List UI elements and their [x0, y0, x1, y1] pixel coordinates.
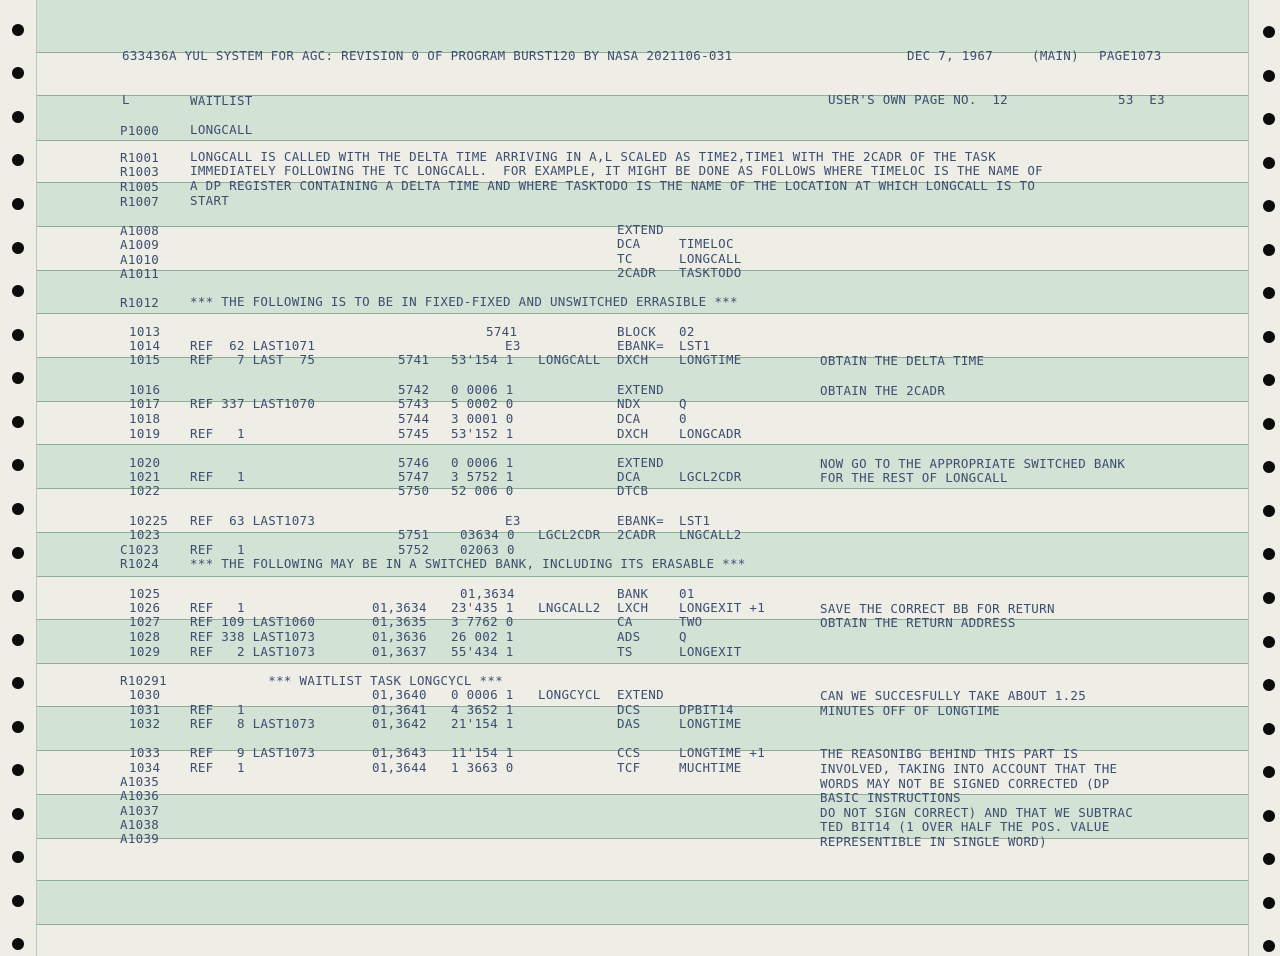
subheader-code-right: 53 E3	[1118, 92, 1165, 107]
address: 01,3641	[372, 702, 427, 717]
opcode: EXTEND	[617, 222, 664, 237]
word: 3 7762 0	[451, 614, 514, 629]
comment: MINUTES OFF OF LONGTIME	[820, 703, 1000, 718]
line-number: R1001	[120, 150, 160, 165]
line-number: 1021	[129, 469, 161, 484]
sprocket-hole	[1263, 113, 1275, 125]
sprocket-hole	[1263, 679, 1275, 691]
word: 1 3663 0	[451, 760, 514, 775]
comment: TED BIT14 (1 OVER HALF THE POS. VALUE	[820, 819, 1110, 834]
ref-text: REF 9 LAST1073	[190, 745, 316, 760]
word: 3 5752 1	[451, 469, 514, 484]
ruled-line	[36, 924, 1248, 925]
sprocket-hole	[1263, 244, 1275, 256]
opcode: EBANK=	[617, 338, 664, 353]
address: 5745	[398, 426, 430, 441]
ref-text: REF 337 LAST1070	[190, 396, 316, 411]
operand: TASKTODO	[679, 265, 742, 280]
line-number: 1034	[129, 760, 161, 775]
line-number: A1038	[120, 817, 160, 832]
operand: MUCHTIME	[679, 760, 742, 775]
word: E3	[505, 338, 521, 353]
sprocket-hole	[1263, 461, 1275, 473]
opcode: NDX	[617, 396, 641, 411]
opcode: EBANK=	[617, 513, 664, 528]
line-number: 1030	[129, 687, 161, 702]
opcode: 2CADR	[617, 265, 657, 280]
sprocket-hole	[1263, 940, 1275, 952]
operand: LONGEXIT +1	[679, 600, 766, 615]
address: 5747	[398, 469, 430, 484]
line-number: 1014	[129, 338, 161, 353]
address: 5742	[398, 382, 430, 397]
comment: DO NOT SIGN CORRECT) AND THAT WE SUBTRAC	[820, 805, 1134, 820]
operand: TIMELOC	[679, 236, 734, 251]
line-number: 1016	[129, 382, 161, 397]
line-number: A1010	[120, 252, 160, 267]
word: 0 0006 1	[451, 382, 514, 397]
opcode: BANK	[617, 586, 649, 601]
sprocket-hole	[12, 285, 24, 297]
sprocket-hole	[12, 24, 24, 36]
address: 01,3640	[372, 687, 427, 702]
label: LNGCALL2	[538, 600, 601, 615]
word: 55'434 1	[451, 644, 514, 659]
ruled-line	[36, 794, 1248, 795]
operand: Q	[679, 396, 687, 411]
sprocket-hole	[12, 198, 24, 210]
ruled-line	[36, 838, 1248, 839]
sprocket-hole	[12, 459, 24, 471]
line-number: 1019	[129, 426, 161, 441]
line-number: 1028	[129, 629, 161, 644]
word: 5741	[486, 324, 518, 339]
opcode: 2CADR	[617, 527, 657, 542]
sprocket-hole	[12, 111, 24, 123]
comment: THE REASONIBG BEHIND THIS PART IS	[820, 746, 1079, 761]
word: 01,3634	[460, 586, 515, 601]
line-number: 1023	[129, 527, 161, 542]
sprocket-hole	[1263, 810, 1275, 822]
word: 03634 0	[460, 527, 515, 542]
comment: INVOLVED, TAKING INTO ACCOUNT THAT THE	[820, 761, 1118, 776]
comment: WORDS MAY NOT BE SIGNED CORRECTED (DP	[820, 776, 1110, 791]
line-number: R1012	[120, 295, 160, 310]
opcode: EXTEND	[617, 382, 664, 397]
line-number: 1017	[129, 396, 161, 411]
sprocket-hole	[1263, 70, 1275, 82]
header-date: DEC 7, 1967	[907, 48, 994, 63]
header-section: (MAIN)	[1032, 48, 1079, 63]
operand: LONGCADR	[679, 426, 742, 441]
comment: FOR THE REST OF LONGCALL	[820, 470, 1008, 485]
word: 11'154 1	[451, 745, 514, 760]
subheader-user-page: USER'S OWN PAGE NO. 12	[828, 92, 1008, 107]
ref-text: REF 1	[190, 760, 245, 775]
opcode: DXCH	[617, 352, 649, 367]
address: 5743	[398, 396, 430, 411]
comment: OBTAIN THE DELTA TIME	[820, 353, 985, 368]
comment: CAN WE SUCCESFULLY TAKE ABOUT 1.25	[820, 688, 1087, 703]
sprocket-hole	[1263, 157, 1275, 169]
sprocket-hole	[12, 938, 24, 950]
comment: OBTAIN THE 2CADR	[820, 383, 946, 398]
ruled-line	[36, 576, 1248, 577]
ref-text: REF 2 LAST1073	[190, 644, 316, 659]
header-page: PAGE1073	[1099, 48, 1162, 63]
word: 53'152 1	[451, 426, 514, 441]
opcode: TS	[617, 644, 633, 659]
subheader-name: WAITLIST	[190, 93, 253, 108]
opcode: CCS	[617, 745, 641, 760]
line-number: 1031	[129, 702, 161, 717]
comment: REPRESENTIBLE IN SINGLE WORD)	[820, 834, 1047, 849]
operand: Q	[679, 629, 687, 644]
line-number: 1027	[129, 614, 161, 629]
opcode: DCS	[617, 702, 641, 717]
address: 5744	[398, 411, 430, 426]
sprocket-hole	[12, 329, 24, 341]
ref-text: REF 1	[190, 600, 245, 615]
sprocket-hole	[12, 721, 24, 733]
opcode: LXCH	[617, 600, 649, 615]
sprocket-hole	[12, 895, 24, 907]
sprocket-hole	[1263, 505, 1275, 517]
line-number: A1039	[120, 831, 160, 846]
line-number: A1011	[120, 266, 160, 281]
operand: LONGTIME +1	[679, 745, 766, 760]
line-number: 1026	[129, 600, 161, 615]
line-number: 1032	[129, 716, 161, 731]
opcode: EXTEND	[617, 455, 664, 470]
ruled-line	[36, 444, 1248, 445]
line-number: 1033	[129, 745, 161, 760]
operand: 01	[679, 586, 695, 601]
line-number: R1024	[120, 556, 160, 571]
ruled-line	[36, 140, 1248, 141]
sprocket-hole	[1263, 723, 1275, 735]
ref-text: REF 338 LAST1073	[190, 629, 316, 644]
comment: NOW GO TO THE APPROPRIATE SWITCHED BANK	[820, 456, 1126, 471]
line-number: A1036	[120, 788, 160, 803]
line-number: R1007	[120, 194, 160, 209]
opcode: TCF	[617, 760, 641, 775]
line-number: A1037	[120, 803, 160, 818]
sprocket-hole	[12, 416, 24, 428]
ref-text: *** THE FOLLOWING IS TO BE IN FIXED-FIXED AND UNSWITCHED ERRASIBLE ***	[190, 294, 738, 309]
line-number: 1029	[129, 644, 161, 659]
sprocket-hole	[1263, 287, 1275, 299]
opcode: DXCH	[617, 426, 649, 441]
operand: LONGTIME	[679, 352, 742, 367]
operand: LGCL2CDR	[679, 469, 742, 484]
margin-line	[36, 0, 37, 956]
word: 21'154 1	[451, 716, 514, 731]
opcode: DCA	[617, 236, 641, 251]
word: 5 0002 0	[451, 396, 514, 411]
line-number: 1015	[129, 352, 161, 367]
sprocket-hole	[12, 590, 24, 602]
ruled-line	[36, 313, 1248, 314]
address: 5752	[398, 542, 430, 557]
sprocket-hole	[12, 547, 24, 559]
line-number: C1023	[120, 542, 160, 557]
operand: DPBIT14	[679, 702, 734, 717]
sprocket-hole	[12, 851, 24, 863]
word: 4 3652 1	[451, 702, 514, 717]
sprocket-hole	[12, 808, 24, 820]
sprocket-hole	[12, 67, 24, 79]
line-number: A1008	[120, 223, 160, 238]
word: 23'435 1	[451, 600, 514, 615]
ref-text: REF 1	[190, 542, 245, 557]
ref-text: REF 7 LAST 75	[190, 352, 316, 367]
address: 01,3636	[372, 629, 427, 644]
line-number: 10225	[129, 513, 169, 528]
subheader-code: L	[122, 92, 130, 107]
header-title: 633436A YUL SYSTEM FOR AGC: REVISION 0 OF PROGRAM BURST120 BY NASA 2021106-031	[122, 48, 733, 63]
ruled-line	[36, 880, 1248, 881]
operand: LST1	[679, 338, 711, 353]
sprocket-hole	[12, 764, 24, 776]
ref-text: REF 63 LAST1073	[190, 513, 316, 528]
address: 5741	[398, 352, 430, 367]
word: 26 002 1	[451, 629, 514, 644]
operand: LONGCALL	[679, 251, 742, 266]
sprocket-hole	[1263, 200, 1275, 212]
sprocket-hole	[12, 242, 24, 254]
sprocket-hole	[12, 677, 24, 689]
ref-text: REF 1	[190, 469, 245, 484]
line-number: P1000	[120, 123, 160, 138]
sprocket-hole	[1263, 592, 1275, 604]
opcode: DAS	[617, 716, 641, 731]
address: 5751	[398, 527, 430, 542]
ref-text: LONGCALL IS CALLED WITH THE DELTA TIME ARRIVING IN A,L SCALED AS TIME2,TIME1 WITH THE 2CADR OF THE TASK	[190, 149, 997, 164]
opcode: DCA	[617, 469, 641, 484]
address: 01,3634	[372, 600, 427, 615]
ref-text: REF 109 LAST1060	[190, 614, 316, 629]
operand: LNGCALL2	[679, 527, 742, 542]
word: 52 006 0	[451, 483, 514, 498]
address: 5750	[398, 483, 430, 498]
operand: LST1	[679, 513, 711, 528]
comment: OBTAIN THE RETURN ADDRESS	[820, 615, 1016, 630]
address: 01,3642	[372, 716, 427, 731]
sprocket-hole	[1263, 548, 1275, 560]
line-number: 1020	[129, 455, 161, 470]
ref-text: REF 1	[190, 426, 245, 441]
opcode: EXTEND	[617, 687, 664, 702]
word: 3 0001 0	[451, 411, 514, 426]
ref-text: REF 8 LAST1073	[190, 716, 316, 731]
word: 0 0006 1	[451, 687, 514, 702]
ref-text: LONGCALL	[190, 122, 253, 137]
address: 01,3635	[372, 614, 427, 629]
green-bar	[36, 0, 1248, 52]
line-number: A1009	[120, 237, 160, 252]
label: LONGCYCL	[538, 687, 601, 702]
operand: LONGTIME	[679, 716, 742, 731]
sprocket-hole	[1263, 331, 1275, 343]
opcode: ADS	[617, 629, 641, 644]
sprocket-hole	[12, 154, 24, 166]
operand: 02	[679, 324, 695, 339]
ref-text: START	[190, 193, 230, 208]
opcode: TC	[617, 251, 633, 266]
line-number: R10291	[120, 673, 167, 688]
opcode: BLOCK	[617, 324, 657, 339]
ref-text: REF 62 LAST1071	[190, 338, 316, 353]
ref-text: A DP REGISTER CONTAINING A DELTA TIME AND WHERE TASKTODO IS THE NAME OF THE LOCATION AT WHICH LONGCALL IS TO	[190, 178, 1036, 193]
word: 02063 0	[460, 542, 515, 557]
address: 01,3644	[372, 760, 427, 775]
line-number: R1005	[120, 179, 160, 194]
sprocket-hole	[1263, 897, 1275, 909]
sprocket-hole	[12, 372, 24, 384]
word: 53'154 1	[451, 352, 514, 367]
operand: LONGEXIT	[679, 644, 742, 659]
ref-text: *** THE FOLLOWING MAY BE IN A SWITCHED BANK, INCLUDING ITS ERASABLE ***	[190, 556, 746, 571]
address: 5746	[398, 455, 430, 470]
sprocket-hole	[1263, 26, 1275, 38]
green-bar	[36, 880, 1248, 924]
sprocket-hole	[1263, 374, 1275, 386]
sprocket-hole	[1263, 853, 1275, 865]
ruled-line	[36, 663, 1248, 664]
operand: TWO	[679, 614, 703, 629]
line-number: 1022	[129, 483, 161, 498]
line-number: R1003	[120, 164, 160, 179]
sprocket-hole	[1263, 418, 1275, 430]
ref-text: IMMEDIATELY FOLLOWING THE TC LONGCALL. FOR EXAMPLE, IT MIGHT BE DONE AS FOLLOWS WHERE TIMELOC IS THE NAME OF	[190, 163, 1043, 178]
sprocket-hole	[1263, 636, 1275, 648]
opcode: DCA	[617, 411, 641, 426]
opcode: CA	[617, 614, 633, 629]
ref-text: REF 1	[190, 702, 245, 717]
line-number: A1035	[120, 774, 160, 789]
opcode: DTCB	[617, 483, 649, 498]
address: 01,3643	[372, 745, 427, 760]
line-number: 1018	[129, 411, 161, 426]
sprocket-hole	[12, 634, 24, 646]
label: LONGCALL	[538, 352, 601, 367]
word: 0 0006 1	[451, 455, 514, 470]
label: LGCL2CDR	[538, 527, 601, 542]
margin-line	[1248, 0, 1249, 956]
comment: BASIC INSTRUCTIONS	[820, 790, 961, 805]
sprocket-hole	[1263, 766, 1275, 778]
operand: 0	[679, 411, 687, 426]
line-number: 1025	[129, 586, 161, 601]
address: 01,3637	[372, 644, 427, 659]
comment: SAVE THE CORRECT BB FOR RETURN	[820, 601, 1055, 616]
ref-text: *** WAITLIST TASK LONGCYCL ***	[190, 673, 504, 688]
word: E3	[505, 513, 521, 528]
sprocket-hole	[12, 503, 24, 515]
line-number: 1013	[129, 324, 161, 339]
